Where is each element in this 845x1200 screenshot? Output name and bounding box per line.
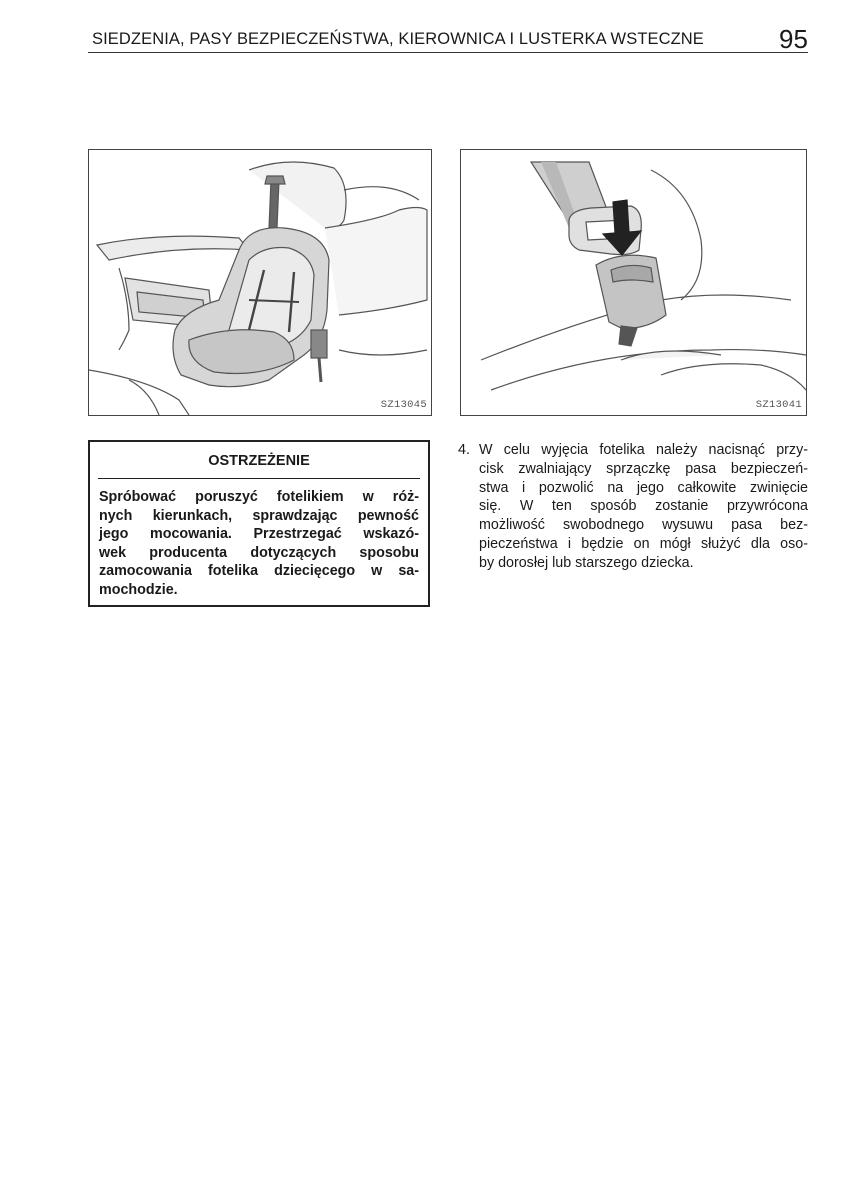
step-line: się. W ten sposób zostanie przywrócona <box>479 498 808 515</box>
warning-line: jego mocowania. Przestrzegać wskazó- <box>99 526 419 543</box>
warning-line: nych kierunkach, sprawdzając pewność <box>99 507 419 524</box>
warning-line: wek producenta dotyczących sposobu <box>99 544 419 561</box>
warning-title: OSTRZEŻENIE <box>208 453 310 469</box>
warning-line: mochodzie. <box>99 581 178 598</box>
figure-code-1: SZ13045 <box>380 399 427 411</box>
warning-box <box>88 440 430 607</box>
warning-text <box>99 488 419 600</box>
belt-buckle-illustration <box>460 149 807 416</box>
step-line: możliwość swobodnego wysuwu pasa bez- <box>479 517 808 534</box>
child-seat-illustration <box>88 149 432 416</box>
warning-line: zamocowania fotelika dziecięcego w sa- <box>99 563 419 580</box>
step-line: by dorosłej lub starszego dziecka. <box>479 554 694 571</box>
step-line: W celu wyjęcia fotelika należy nacisnąć przy- <box>479 442 808 458</box>
page-number: 95 <box>779 24 808 54</box>
step-number: 4. <box>458 442 470 458</box>
figure-code-2: SZ13041 <box>755 399 802 411</box>
step-text <box>479 441 808 573</box>
step-line: cisk zwalniający sprzączkę pasa bezpieczeń- <box>479 460 808 477</box>
warning-title-rule <box>98 478 420 479</box>
step-line: stwa i pozwolić na jego całkowite zwinięcie <box>479 479 808 496</box>
header-rule <box>88 52 808 53</box>
running-header-title: SIEDZENIA, PASY BEZPIECZEŃSTWA, KIEROWNICA I LUSTERKA WSTECZNE <box>92 30 704 48</box>
warning-line: Spróbować poruszyć fotelikiem w róż- <box>99 489 419 505</box>
step-line: pieczeństwa i będzie on mógł służyć dla oso- <box>479 535 808 552</box>
